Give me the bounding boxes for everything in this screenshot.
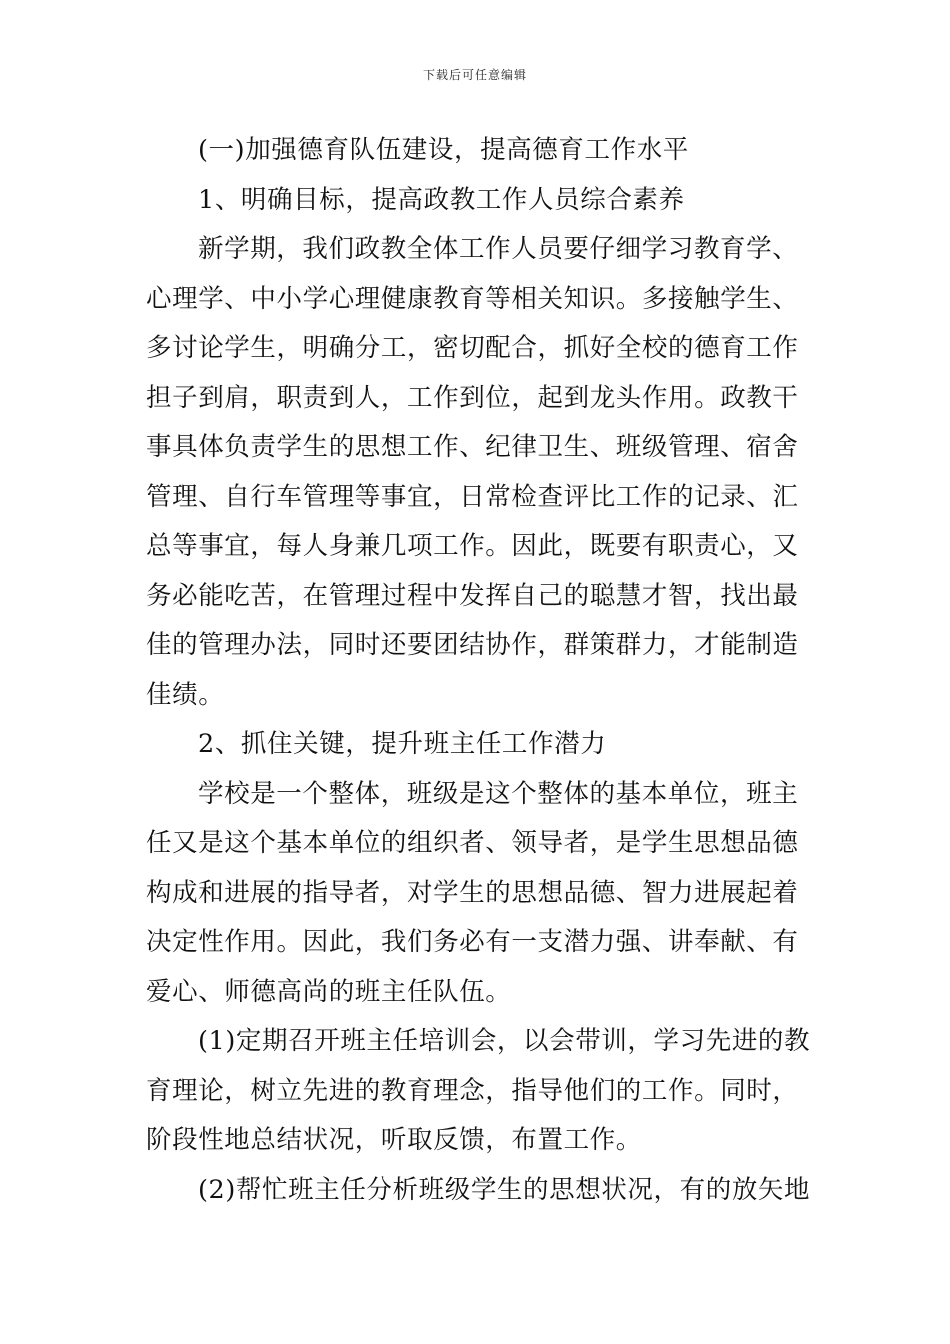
text-line: 佳的管理办法，同时还要团结协作，群策群力，才能制造 — [146, 630, 799, 660]
text-line: 阶段性地总结状况，听取反馈，布置工作。 — [146, 1125, 642, 1155]
text-line: 担子到肩，职责到人，工作到位，起到龙头作用。政教干 — [146, 382, 799, 413]
paragraph-first-line: 新学期，我们政教全体工作人员要仔细学习教育学、 — [198, 234, 799, 264]
text-line: 育理论，树立先进的教育理念，指导他们的工作。同时， — [146, 1075, 799, 1106]
header-note: 下载后可任意编辑 — [422, 68, 527, 82]
paragraph-first-line: 学校是一个整体，班级是这个整体的基本单位，班主 — [198, 778, 799, 809]
paragraph-first-line: 1、明确目标，提高政教工作人员综合素养 — [198, 184, 685, 215]
text-line: 管理、自行车管理等事宜，日常检查评比工作的记录、汇 — [146, 481, 799, 512]
document-body — [146, 126, 810, 1215]
text-line: 爱心、师德高尚的班主任队伍。 — [146, 976, 512, 1007]
text-line: 佳绩。 — [146, 679, 225, 710]
text-line: 总等事宜，每人身兼几项工作。因此，既要有职责心，又 — [146, 531, 799, 561]
text-line: 决定性作用。因此，我们务必有一支潜力强、讲奉献、有 — [146, 927, 799, 957]
text-line: 构成和进展的指导者，对学生的思想品德、智力进展起着 — [146, 877, 799, 908]
paragraph-first-line: (2)帮忙班主任分析班级学生的思想状况，有的放矢地 — [198, 1174, 810, 1205]
text-line: 事具体负责学生的思想工作、纪律卫生、班级管理、宿舍 — [146, 432, 799, 462]
paragraph-first-line: (一)加强德育队伍建设，提高德育工作水平 — [198, 135, 689, 165]
text-line: 心理学、中小学心理健康教育等相关知识。多接触学生、 — [146, 283, 799, 314]
paragraph-first-line: (1)定期召开班主任培训会，以会带训，学习先进的教 — [198, 1026, 810, 1056]
text-line: 多讨论学生，明确分工，密切配合，抓好全校的德育工作 — [146, 333, 799, 363]
text-line: 务必能吃苦，在管理过程中发挥自己的聪慧才智，找出最 — [146, 580, 799, 611]
paragraph-first-line: 2、抓住关键，提升班主任工作潜力 — [198, 729, 607, 759]
text-line: 任又是这个基本单位的组织者、领导者，是学生思想品德 — [146, 828, 799, 858]
